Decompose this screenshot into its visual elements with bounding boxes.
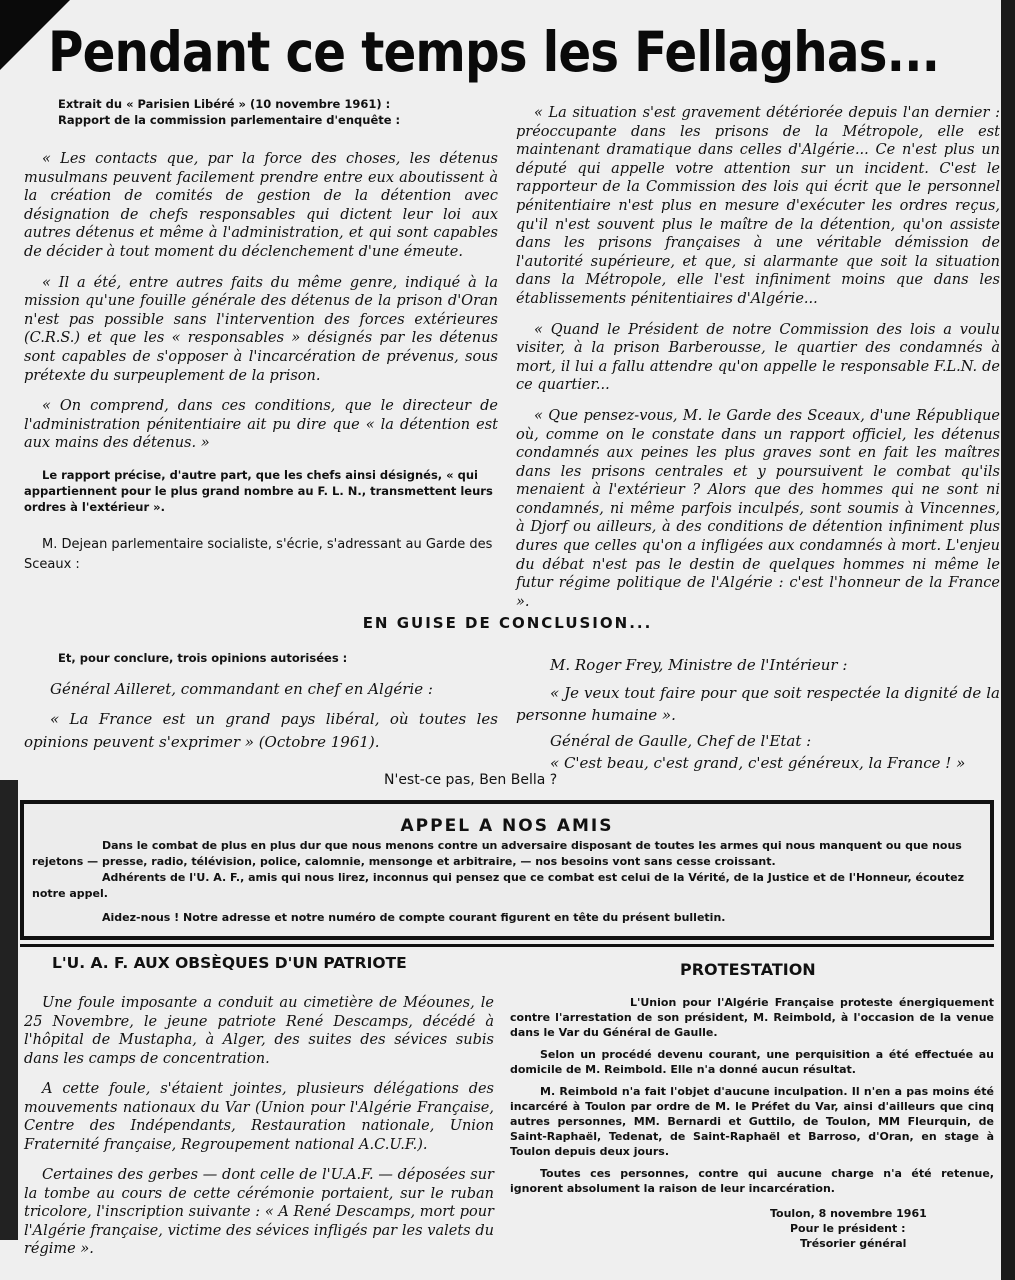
report-paragraph-2: « Il a été, entre autres faits du même genre, indiqué à la mission qu'une fouille générale des détenus de la prison d'Oran n'est pas possible sans l'intervention des forces extérieures (C.R.S.) et que les « responsables » désignés par les détenus sont capables de s'opposer à l'incarcération de prévenus, sous prétexte du surpeuplement de la prison. — [24, 274, 498, 384]
signature-date: Toulon, 8 novembre 1961 — [770, 1207, 927, 1220]
frey-name: M. Roger Frey, Ministre de l'Intérieur : — [550, 656, 848, 674]
appel-text — [24, 836, 990, 926]
obseques-title: L'U. A. F. AUX OBSÈQUES D'UN PATRIOTE — [52, 954, 407, 972]
source-line-2: Rapport de la commission parlementaire d'enquête : — [58, 113, 401, 127]
source-line-1: Extrait du « Parisien Libéré » (10 novembre 1961) : — [58, 97, 391, 111]
dejean-intro-text: M. Dejean parlementaire socialiste, s'écrie, s'adressant au Garde des Sceaux : — [24, 536, 493, 572]
scan-left-edge — [0, 780, 18, 1240]
obseques-body — [24, 994, 494, 1259]
degaulle-name: Général de Gaulle, Chef de l'Etat : — [550, 732, 812, 750]
report-quote — [24, 150, 498, 453]
obseques-paragraph-2: A cette foule, s'étaient jointes, plusieurs délégations des mouvements nationaux du Var (Union pour l'Algérie Française, Centre des Indépendants, Restauration nationale, Union Fraternité française, Regroupement national A.C.U.F.). — [24, 1081, 494, 1153]
protestation-paragraph-4: Toutes ces personnes, contre qui aucune charge n'a été retenue, ignorent absolument la raison de leur incarcération. — [510, 1167, 994, 1195]
conclusion-intro: Et, pour conclure, trois opinions autorisées : — [58, 651, 348, 665]
right-column — [516, 104, 1000, 623]
report-summary-text: Le rapport précise, d'autre part, que les chefs ainsi désignés, « qui appartiennent pour le plus grand nombre au F. L. N., transmettent leurs ordres à l'extérieur ». — [24, 467, 493, 514]
dejean-paragraph-2: « Quand le Président de notre Commission des lois a voulu visiter, à la prison Barberousse, le quartier des condamnés à mort, il lui a fallu attendre qu'on appelle le responsable F.L.N. de ce quartier... — [516, 321, 1000, 394]
closing-line: N'est-ce pas, Ben Bella ? — [384, 772, 558, 788]
divider-bottom — [20, 944, 994, 947]
headline: Pendant ce temps les Fellaghas... — [48, 20, 940, 84]
obseques-paragraph-3: Certaines des gerbes — dont celle de l'U.A.F. — déposées sur la tombe au cours de cette cérémonie portaient, sur le ruban tricolore, l'inscription suivante : « A René Descamps, mort pour l'Algérie française, victime des sévices infligés par les valets du régime ». — [24, 1167, 494, 1257]
ailleret-name — [24, 680, 498, 698]
appel-line-3: Aidez-nous ! Notre adresse et notre numéro de compte courant figurent en tête du présent bulletin. — [102, 911, 726, 924]
protestation-paragraph-2: Selon un procédé devenu courant, une perquisition a été effectuée au domicile de M. Reimbold. Elle n'a donné aucun résultat. — [510, 1048, 994, 1076]
report-paragraph-3: « On comprend, dans ces conditions, que le directeur de l'administration pénitentiaire ait pu dire que « la détention est aux mains des détenus. » — [24, 398, 498, 452]
frey-quote: « Je veux tout faire pour que soit respectée la dignité de la personne humaine ». — [516, 684, 1000, 724]
source-line — [24, 96, 498, 128]
conclusion-right — [516, 656, 1000, 773]
dejean-intro — [24, 535, 498, 575]
ailleret-name-text: Général Ailleret, commandant en chef en Algérie : — [50, 680, 433, 698]
report-summary — [24, 467, 498, 515]
protestation-section — [510, 960, 994, 1251]
obseques-paragraph-1: Une foule imposante a conduit au cimetière de Méounes, le 25 Novembre, le jeune patriote René Descamps, décédé à l'hôpital de Mustapha, à Alger, des suites des sévices subis dans les camps de concentration. — [24, 995, 494, 1067]
protestation-body — [510, 995, 994, 1196]
protestation-signature — [510, 1206, 994, 1251]
appel-line-1: Dans le combat de plus en plus dur que nous menons contre un adversaire disposant de toutes les armes qui nous manquent ou que nous rejetons — presse, radio, télévision, police, calomnie, mensonge et arbitraire, — nos besoins vont sans cesse croissant. — [32, 839, 962, 868]
appel-line-2: Adhérents de l'U. A. F., amis qui nous lirez, inconnus qui pensez que ce combat est celui de la Vérité, de la Justice et de l'Honneur, écoutez notre appel. — [32, 871, 964, 900]
signature-line-3: Trésorier général — [800, 1237, 907, 1250]
dejean-paragraph-3: « Que pensez-vous, M. le Garde des Sceaux, d'une République où, comme on le constate dans un rapport officiel, les détenus condamnés aux peines les plus graves sont en fait les maîtres dans les prisons centrales et y poursuivent le combat qu'ils menaient à l'extérieur ? Alors que des hommes qui ne sont ni condamnés, ni même parfois inculpés, sont soumis à Vincennes, à Djorf ou ailleurs, à des conditions de détention infiniment plus dures que celles qu'on a infligées aux condamnés à mort. L'enjeu du débat n'est pas le destin de quelques hommes ni même le futur régime politique de l'Algérie : c'est l'honneur de la France ». — [516, 407, 1000, 610]
conclusion-title: EN GUISE DE CONCLUSION... — [362, 614, 653, 632]
appel-title: APPEL A NOS AMIS — [400, 816, 614, 836]
ailleret-quote: « La France est un grand pays libéral, où toutes les opinions peuvent s'exprimer » (Octobre 1961). — [24, 710, 498, 751]
degaulle-quote: « C'est beau, c'est grand, c'est généreux, la France ! » — [550, 754, 966, 772]
protestation-paragraph-3: M. Reimbold n'a fait l'objet d'aucune inculpation. Il n'en a pas moins été incarcéré à Toulon par ordre de M. le Préfet du Var, ainsi d'ailleurs que cinq autres personnes, MM. Bernardi et Guttilo, de Toulon, MM Fleurquin, de Saint-Raphaël, Tedenat, de Saint-Raphaël et Barroso, d'Oran, en stage à Toulon depuis deux jours. — [510, 1085, 994, 1158]
appel-box — [20, 800, 994, 940]
obseques-section — [24, 954, 494, 1271]
report-paragraph-1: « Les contacts que, par la force des choses, les détenus musulmans peuvent facilement prendre entre eux aboutissent à la création de comités de gestion de la détention avec désignation de chefs responsables qui dictent leur loi aux autres détenus et même à l'administration, et qui sont capables de décider à tout moment du déclenchement d'une émeute. — [24, 151, 498, 260]
dejean-paragraph-1: « La situation s'est gravement détériorée depuis l'an dernier : préoccupante dans les prisons de la Métropole, elle est maintenant dramatique dans celles d'Algérie... Ce n'est plus un député qui appelle votre attention sur un incident. C'est le rapporteur de la Commission des lois qui écrit que le personnel pénitentiaire n'est plus en mesure d'exécuter les ordres reçus, qu'il n'est souvent plus le maître de la détention, qu'on assiste dans les prisons françaises à une véritable démission de l'autorité supérieure, et que, si alarmante que soit la situation dans la Métropole, elle l'est infiniment moins que dans les établissements pénitentiaires d'Algérie... — [516, 105, 1000, 307]
scan-right-edge — [1001, 0, 1015, 1280]
protestation-title: PROTESTATION — [680, 960, 816, 979]
left-column — [24, 96, 498, 575]
conclusion-left — [24, 650, 498, 754]
signature-line-2: Pour le président : — [790, 1222, 906, 1235]
protestation-paragraph-1: L'Union pour l'Algérie Française proteste énergiquement contre l'arrestation de son président, M. Reimbold, à l'occasion de la venue dans le Var du Général de Gaulle. — [510, 996, 994, 1039]
